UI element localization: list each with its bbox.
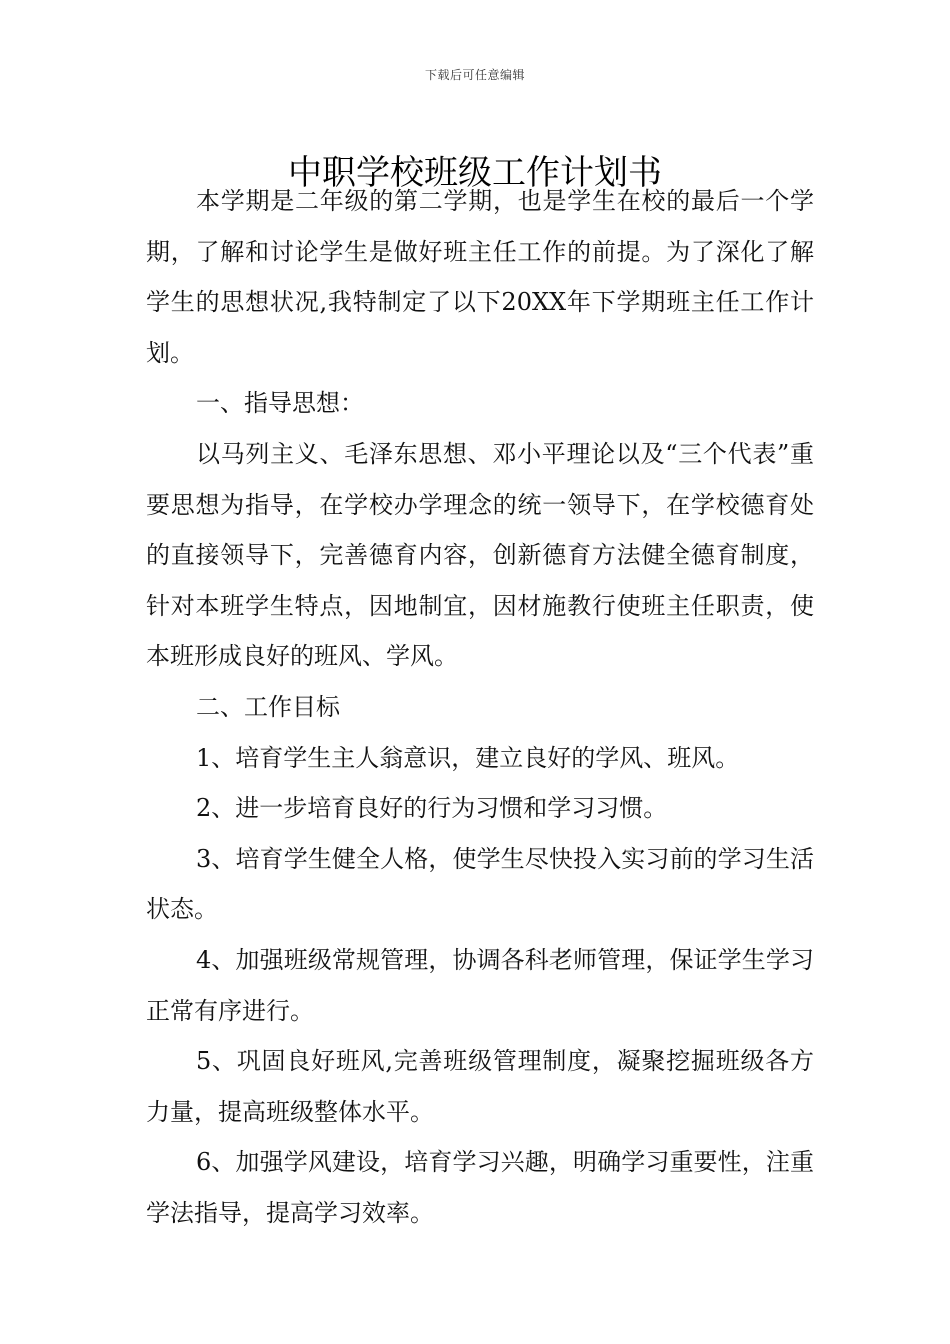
document-body [146, 176, 814, 1238]
section-heading-guiding-ideology: 一、指导思想： [196, 389, 364, 418]
section-heading-work-goals: 二、工作目标 [196, 692, 340, 721]
goal-item-6: 6、加强学风建设，培育学习兴趣，明确学习重要性，注重学法指导，提高学习效率。 [146, 1148, 814, 1227]
goal-item-3: 3、培育学生健全人格，使学生尽快投入实习前的学习生活状态。 [146, 844, 814, 924]
goal-item-2: 2、进一步培育良好的行为习惯和学习习惯。 [196, 794, 668, 823]
goal-item-4: 4、加强班级常规管理，协调各科老师管理，保证学生学习正常有序进行。 [146, 945, 814, 1025]
document-title: 中职学校班级工作计划书 [288, 152, 662, 193]
goal-item-5: 5、巩固良好班风,完善班级管理制度，凝聚挖掘班级各方力量，提高班级整体水平。 [146, 1047, 814, 1126]
header-note: 下载后可任意编辑 [424, 68, 525, 82]
goal-item-1: 1、培育学生主人翁意识，建立良好的学风、班风。 [196, 743, 740, 772]
intro-paragraph: 本学期是二年级的第二学期，也是学生在校的最后一个学期，了解和讨论学生是做好班主任工作的前提。为了深化了解学生的思想状况,我特制定了以下20XX年下学期班主任工作计划。 [146, 187, 814, 367]
guiding-ideology-paragraph: 以马列主义、毛泽东思想、邓小平理论以及“三个代表”重要思想为指导，在学校办学理念的统一领导下，在学校德育处的直接领导下，完善德育内容，创新德育方法健全德育制度，针对本班学生特点，因地制宜，因材施教行使班主任职责，使本班形成良好的班风、学风。 [146, 439, 814, 671]
